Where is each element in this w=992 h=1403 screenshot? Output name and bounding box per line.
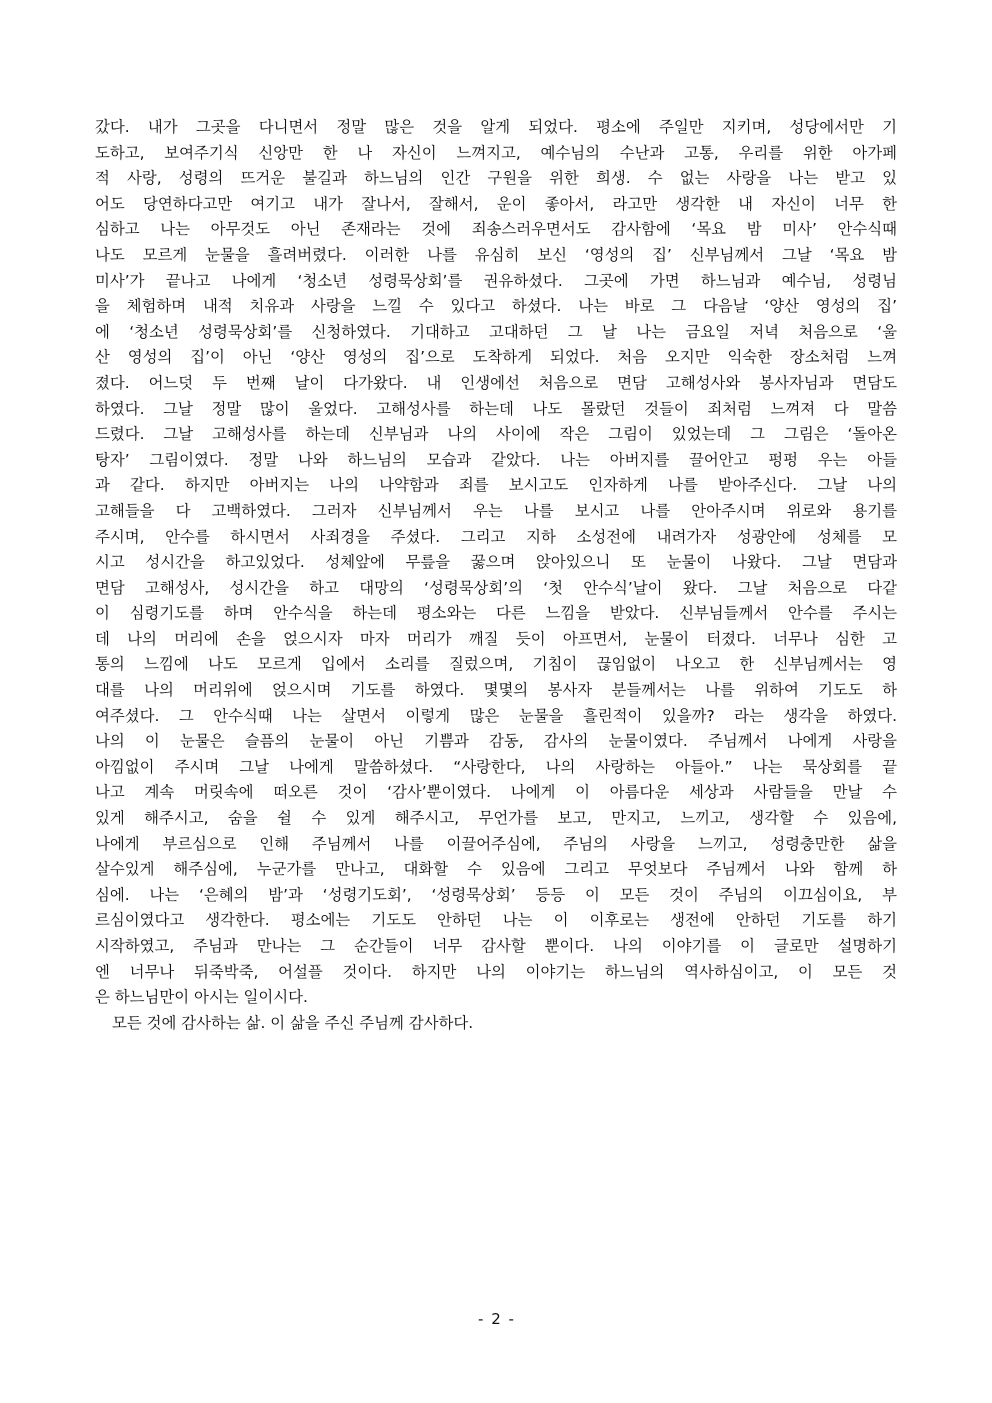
text-line: 시고 성시간을 하고있었다. 성체앞에 무릎을 꿇으며 앉아있으니 또 눈물이 나왔다. 그날 면담과 bbox=[95, 553, 897, 572]
text-line: 미사’가 끝나고 나에게 ‘청소년 성령묵상회’를 권유하셨다. 그곳에 가면 하느님과 예수님, 성령님 bbox=[95, 271, 897, 290]
closing-line: 모든 것에 감사하는 삶. 이 삶을 주신 주님께 감사하다. bbox=[112, 1013, 474, 1032]
text-line: 졌다. 어느덧 두 번째 날이 다가왔다. 내 인생에선 처음으로 면담 고해성사와 봉사자님과 면담도 bbox=[95, 373, 897, 392]
text-line: 대를 나의 머리위에 얹으시며 기도를 하였다. 몇몇의 봉사자 분들께서는 나를 위하여 기도도 하 bbox=[95, 681, 897, 700]
text-line: 면담 고해성사, 성시간을 하고 대망의 ‘성령묵상회’의 ‘첫 안수식’날이 왔다. 그날 처음으로 다같 bbox=[95, 578, 897, 597]
text-line: 이 심령기도를 하며 안수식을 하는데 평소와는 다른 느낌을 받았다. 신부님들께서 안수를 주시는 bbox=[95, 604, 897, 623]
text-line: 어도 당연하다고만 여기고 내가 잘나서, 잘해서, 운이 좋아서, 라고만 생각한 내 자신이 너무 한 bbox=[95, 194, 897, 213]
text-line: 을 체험하며 내적 치유과 사랑을 느낄 수 있다고 하셨다. 나는 바로 그 다음날 ‘양산 영성의 집’ bbox=[95, 297, 897, 316]
text-line: 적 사랑, 성령의 뜨거운 불길과 하느님의 인간 구원을 위한 희생. 수 없는 사랑을 나는 받고 있 bbox=[95, 169, 897, 188]
text-line: 주시며, 안수를 하시면서 사죄경을 주셨다. 그리고 지하 소성전에 내려가자 성광안에 성체를 모 bbox=[95, 527, 897, 546]
text-line: 데 나의 머리에 손을 얹으시자 마자 머리가 깨질 듯이 아프면서, 눈물이 터졌다. 너무나 심한 고 bbox=[95, 629, 897, 648]
text-line: 살수있게 해주심에, 누군가를 만나고, 대화할 수 있음에 그리고 무엇보다 주님께서 나와 함께 하 bbox=[95, 860, 897, 879]
text-line: 도하고, 보여주기식 신앙만 한 나 자신이 느껴지고, 예수님의 수난과 고통, 우리를 위한 아가페 bbox=[95, 143, 897, 162]
text-line: 있게 해주시고, 숨을 쉴 수 있게 해주시고, 무언가를 보고, 만지고, 느끼고, 생각할 수 있음에, bbox=[95, 809, 897, 828]
text-line: 갔다. 내가 그곳을 다니면서 정말 많은 것을 알게 되었다. 평소에 주일만 지키며, 성당에서만 기 bbox=[95, 118, 897, 136]
text-line: 나도 모르게 눈물을 흘려버렸다. 이러한 나를 유심히 보신 ‘영성의 집’ 신부님께서 그날 ‘목요 밤 bbox=[95, 245, 897, 264]
text-line: 하였다. 그날 정말 많이 울었다. 고해성사를 하는데 나도 몰랐던 것들이 죄처럼 느껴져 다 말씀 bbox=[95, 399, 897, 418]
text-line: 은 하느님만이 아시는 일이시다. bbox=[95, 988, 308, 1007]
text-line: 드렸다. 그날 고해성사를 하는데 신부님과 나의 사이에 작은 그림이 있었는데 그 그림은 ‘돌아온 bbox=[95, 425, 897, 444]
text-line: 과 같다. 하지만 아버지는 나의 나약함과 죄를 보시고도 인자하게 나를 받아주신다. 그날 나의 bbox=[95, 476, 897, 495]
text-line: 고해들을 다 고백하였다. 그러자 신부님께서 우는 나를 보시고 나를 안아주시며 위로와 용기를 bbox=[95, 501, 897, 520]
page-number: - 2 - bbox=[478, 1310, 514, 1328]
text-line: 심하고 나는 아무것도 아닌 존재라는 것에 죄송스러우면서도 감사함에 ‘목요 밤 미사’ 안수식때 bbox=[95, 220, 897, 239]
text-line: 아낌없이 주시며 그날 나에게 말씀하셨다. “사랑한다, 나의 사랑하는 아들아.” 나는 묵상회를 끝 bbox=[95, 757, 897, 776]
text-line: 산 영성의 집’이 아닌 ‘양산 영성의 집’으로 도착하게 되었다. 처음 오지만 익숙한 장소처럼 느껴 bbox=[95, 348, 897, 367]
text-line: 통의 느낌에 나도 모르게 입에서 소리를 질렀으며, 기침이 끊임없이 나오고 한 신부님께서는 영 bbox=[95, 655, 897, 674]
text-line: 나의 이 눈물은 슬픔의 눈물이 아닌 기쁨과 감동, 감사의 눈물이였다. 주님께서 나에게 사랑을 bbox=[95, 732, 897, 751]
text-line: 르심이였다고 생각한다. 평소에는 기도도 안하던 나는 이 이후로는 생전에 안하던 기도를 하기 bbox=[95, 911, 897, 930]
text-line: 시작하였고, 주님과 만나는 그 순간들이 너무 감사할 뿐이다. 나의 이야기를 이 글로만 설명하기 bbox=[95, 937, 897, 955]
text-line: 나에게 부르심으로 인해 주님께서 나를 이끌어주심에, 주님의 사랑을 느끼고, 성령충만한 삶을 bbox=[95, 834, 897, 853]
text-line: 탕자’ 그림이였다. 정말 나와 하느님의 모습과 같았다. 나는 아버지를 끌어안고 펑펑 우는 아들 bbox=[95, 450, 897, 469]
text-line: 심에. 나는 ‘은혜의 밤’과 ‘성령기도회’, ‘성령묵상회’ 등등 이 모든 것이 주님의 이끄심이요, 부 bbox=[95, 885, 897, 904]
text-line: 에 ‘청소년 성령묵상회’를 신청하였다. 기대하고 고대하던 그 날 나는 금요일 저녁 처음으로 ‘울 bbox=[95, 322, 897, 341]
body-text bbox=[95, 115, 897, 1036]
text-line: 여주셨다. 그 안수식때 나는 살면서 이렇게 많은 눈물을 흘린적이 있을까? 라는 생각을 하였다. bbox=[95, 706, 897, 725]
text-line: 나고 계속 머릿속에 떠오른 것이 ‘감사’뿐이였다. 나에게 이 아름다운 세상과 사람들을 만날 수 bbox=[95, 783, 897, 802]
text-line: 엔 너무나 뒤죽박죽, 어설플 것이다. 하지만 나의 이야기는 하느님의 역사하심이고, 이 모든 것 bbox=[95, 962, 897, 981]
